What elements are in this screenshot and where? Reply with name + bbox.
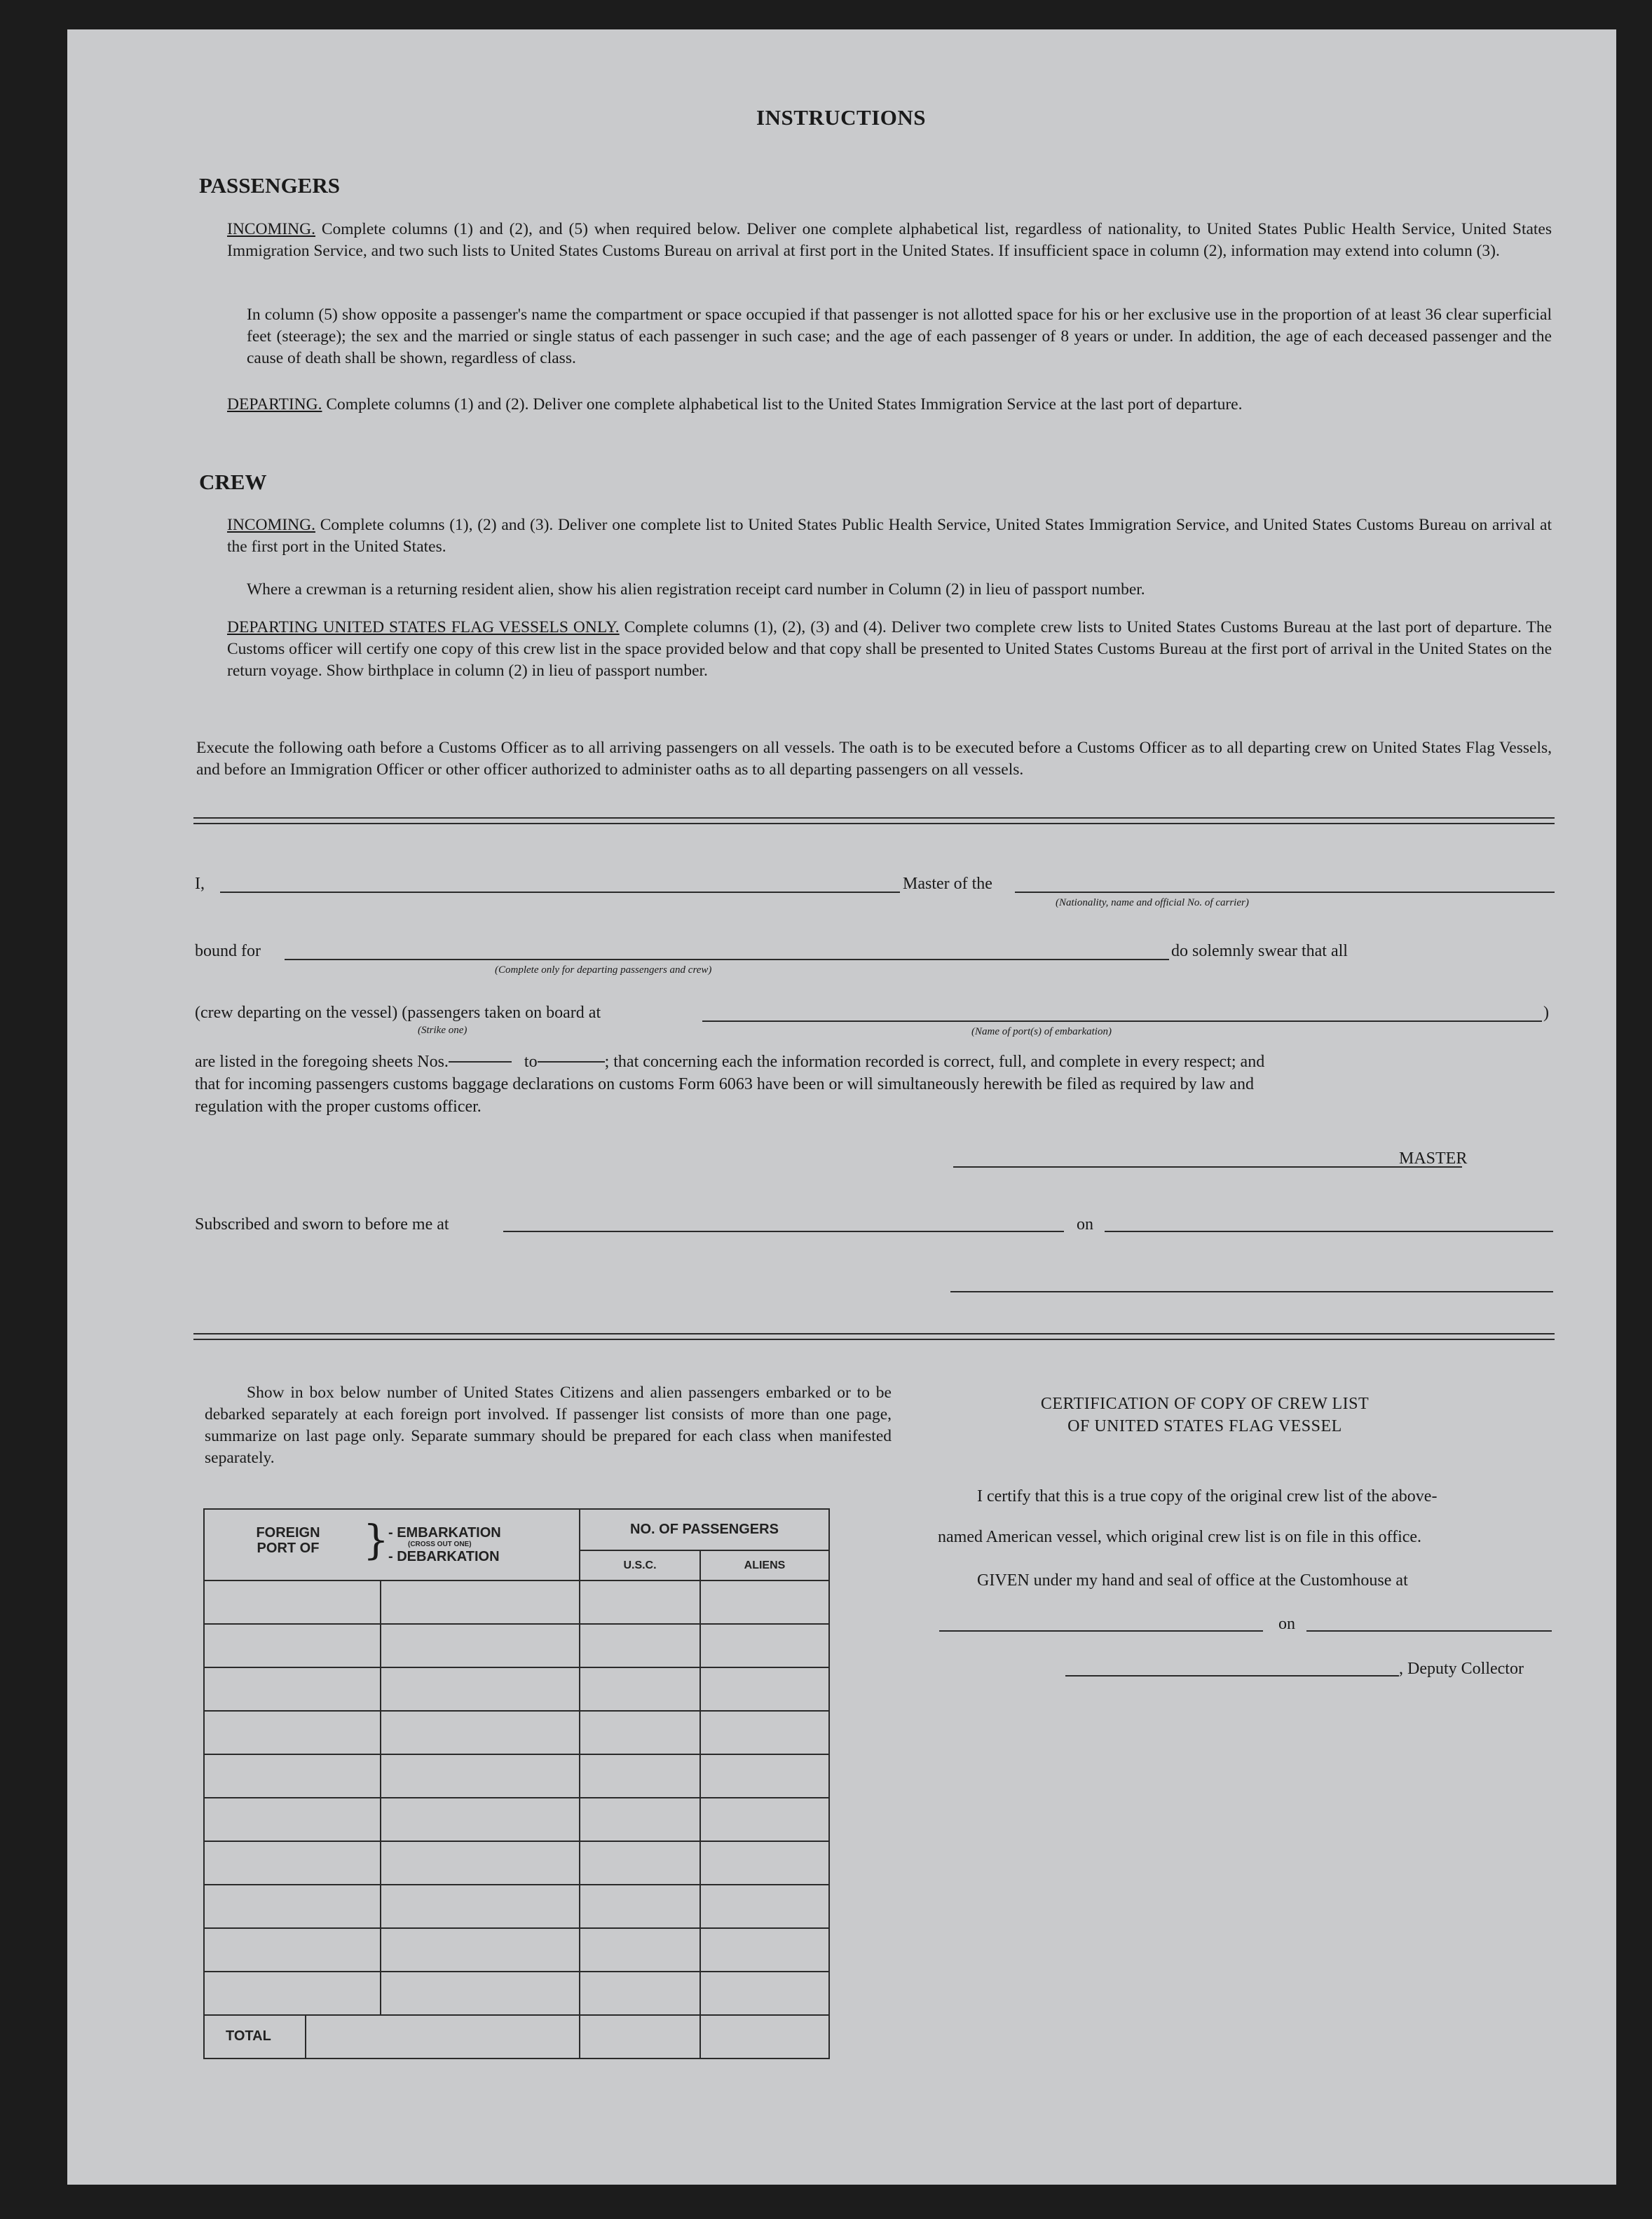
usc-header: U.S.C. — [580, 1550, 700, 1580]
bound-for-field[interactable] — [285, 959, 1169, 960]
inner-divider — [380, 1712, 381, 1754]
certification-date-field[interactable] — [1306, 1630, 1552, 1632]
summary-row — [204, 1885, 829, 1928]
summary-port-cell[interactable] — [204, 1580, 580, 1624]
form-sheet — [67, 29, 1616, 2185]
oath-intro-paragraph: Execute the following oath before a Customs Officer as to all arriving passengers on all vessels. The oath is to be executed before a Customs Officer as to all departing crew on United States Flag Vessels, and before an Immigration Officer or other officer authorized to administer oaths as to all departing passengers on all vessels. — [196, 739, 1552, 779]
strike-one-caption: (Strike one) — [418, 1025, 467, 1036]
crew-departing-text: Complete columns (1), (2), (3) and (4). Deliver two complete crew lists to United States Customs Bureau at the last port of departure. The Customs officer will certify one copy of this crew list in the space provided below and that copy shall be presented to United States Customs Bureau at the first port of arrival in the United States on the return voyage. Show birthplace in column (2) in lieu of passport number. — [227, 618, 1552, 680]
sheets-to-field[interactable] — [538, 1061, 605, 1063]
column5-paragraph: In column (5) show opposite a passenger's name the compartment or space occupied if that passenger is not allotted space for his or her exclusive use in the proportion of at least 36 clear superficial feet (steerage); the sex and the married or single status of each passenger in such case; and the age of each passenger of 8 years or under. In addition, the age of each deceased passenger and the cause of death shall be shown, regardless of class. — [247, 306, 1552, 367]
inner-divider — [380, 1668, 381, 1710]
summary-aliens-cell[interactable] — [700, 1885, 829, 1928]
passengers-departing-label: DEPARTING. — [227, 395, 322, 414]
summary-usc-cell[interactable] — [580, 1754, 700, 1798]
divider-double-top — [193, 817, 1555, 824]
summary-usc-cell[interactable] — [580, 1798, 700, 1841]
carrier-field[interactable] — [1015, 892, 1555, 893]
summary-aliens-cell[interactable] — [700, 1841, 829, 1885]
summary-port-cell[interactable] — [204, 1667, 580, 1711]
summary-usc-cell[interactable] — [580, 1711, 700, 1754]
subscribed-date-field[interactable] — [1105, 1231, 1553, 1232]
summary-row — [204, 1580, 829, 1624]
subscribed-label: Subscribed and sworn to before me at — [195, 1215, 449, 1234]
summary-row — [204, 1972, 829, 2015]
inner-divider — [380, 1755, 381, 1797]
crew-incoming-text: Complete columns (1), (2) and (3). Deliver one complete list to United States Public Health Service, United States Immigration Service, and United States Customs Bureau on arrival at the first port in the United States. — [227, 516, 1552, 556]
summary-port-cell[interactable] — [204, 1798, 580, 1841]
certification-heading-1: CERTIFICATION OF COPY OF CREW LIST — [1040, 1395, 1370, 1413]
officer-signature-field[interactable] — [950, 1291, 1553, 1292]
embarkation-ports-field[interactable] — [702, 1020, 1542, 1022]
aliens-header: ALIENS — [700, 1550, 829, 1580]
master-label: MASTER — [1399, 1149, 1468, 1168]
crew-heading: CREW — [199, 470, 267, 494]
embarkation-label: - EMBARKATION — [388, 1525, 501, 1541]
inner-divider — [380, 1798, 381, 1841]
passengers-departing-text: Complete columns (1) and (2). Deliver one complete alphabetical list to the United States Immigration Service at the last port of departure. — [326, 395, 1243, 414]
crew-incoming-paragraph — [227, 514, 1552, 558]
listed-line-3: regulation with the proper customs officer. — [195, 1098, 482, 1116]
close-paren: ) — [1543, 1004, 1549, 1022]
summary-row — [204, 1841, 829, 1885]
summary-usc-cell[interactable] — [580, 1885, 700, 1928]
listed-line-1 — [195, 1053, 1555, 1072]
deputy-collector-label: , Deputy Collector — [1399, 1660, 1524, 1678]
inner-divider — [380, 1972, 381, 2014]
passengers-incoming-paragraph — [227, 219, 1552, 262]
crew-departing-label: DEPARTING UNITED STATES FLAG VESSELS ONLY. — [227, 618, 620, 636]
inner-divider — [380, 1929, 381, 1971]
carrier-caption: (Nationality, name and official No. of carrier) — [1056, 897, 1249, 908]
summary-row — [204, 1798, 829, 1841]
customhouse-field[interactable] — [939, 1630, 1263, 1632]
summary-row — [204, 1928, 829, 1972]
no-of-passengers-header: NO. OF PASSENGERS — [580, 1509, 829, 1550]
summary-aliens-cell[interactable] — [700, 1928, 829, 1972]
passenger-summary-table — [203, 1508, 830, 2059]
sheets-nos-label: are listed in the foregoing sheets Nos. — [195, 1053, 449, 1071]
solemnly-swear-label: do solemnly swear that all — [1171, 942, 1348, 960]
summary-aliens-cell[interactable] — [700, 1972, 829, 2015]
oath-i-label: I, — [195, 875, 205, 893]
foreign-port-of-label: FOREIGN PORT OF — [256, 1525, 320, 1556]
listed-text-2: ; that concerning each the information recorded is correct, full, and complete in every respect; and — [604, 1053, 1265, 1071]
listed-line-2: that for incoming passengers customs baggage declarations on customs Form 6063 have been or will simultaneously herewith be filed as required by law and — [195, 1075, 1254, 1093]
summary-instructions: Show in box below number of United States Citizens and alien passengers embarked or to be debarked separately at each foreign port involved. If passenger list consists of more than one page, summarize on last page only. Separate summary should be prepared for each class when manifested separately. — [205, 1384, 892, 1467]
summary-port-cell[interactable] — [204, 1885, 580, 1928]
subscribed-place-field[interactable] — [503, 1231, 1064, 1232]
passengers-heading: PASSENGERS — [199, 173, 340, 198]
bound-for-caption: (Complete only for departing passengers and crew) — [495, 964, 712, 976]
certify-line-2: named American vessel, which original crew list is on file in this office. — [938, 1528, 1422, 1546]
sheets-from-field[interactable] — [449, 1061, 512, 1063]
total-aliens-cell[interactable] — [700, 2015, 829, 2058]
crew-departing-paragraph — [227, 617, 1552, 682]
summary-port-cell[interactable] — [204, 1841, 580, 1885]
crew-resident-paragraph: Where a crewman is a returning resident alien, show his alien registration receipt card number in Column (2) in lieu of passport number. — [247, 580, 1145, 599]
certify-line-1: I certify that this is a true copy of the original crew list of the above- — [977, 1487, 1438, 1505]
summary-aliens-cell[interactable] — [700, 1580, 829, 1624]
summary-port-cell[interactable] — [204, 1928, 580, 1972]
certification-on-label: on — [1278, 1615, 1295, 1633]
page-title: INSTRUCTIONS — [756, 105, 927, 130]
sheets-to-label: to — [524, 1053, 538, 1071]
master-signature-field[interactable] — [953, 1166, 1462, 1168]
given-line: GIVEN under my hand and seal of office at the Customhouse at — [977, 1571, 1408, 1590]
certification-heading-2: OF UNITED STATES FLAG VESSEL — [1067, 1417, 1342, 1435]
ports-caption: (Name of port(s) of embarkation) — [971, 1026, 1112, 1037]
inner-divider — [380, 1842, 381, 1884]
summary-usc-cell[interactable] — [580, 1580, 700, 1624]
summary-usc-cell[interactable] — [580, 1841, 700, 1885]
summary-row — [204, 1754, 829, 1798]
crew-departing-label-line: (crew departing on the vessel) (passengers taken on board at — [195, 1004, 601, 1022]
inner-divider — [380, 1885, 381, 1927]
total-usc-cell[interactable] — [580, 2015, 700, 2058]
summary-port-cell[interactable] — [204, 1754, 580, 1798]
passengers-departing-paragraph — [227, 394, 1552, 416]
summary-usc-cell[interactable] — [580, 1667, 700, 1711]
crew-incoming-label: INCOMING. — [227, 516, 315, 534]
total-label — [204, 2015, 580, 2058]
passengers-incoming-text: Complete columns (1) and (2), and (5) when required below. Deliver one complete alphabetical list, regardless of nationality, to United States Public Health Service, United States Immigration Service, and two such lists to United States Customs Bureau on arrival at first port in the United States. If insufficient space in column (2), information may extend into column (3). — [227, 220, 1552, 260]
inner-divider — [380, 1625, 381, 1667]
summary-usc-cell[interactable] — [580, 1972, 700, 2015]
brace-icon: } — [363, 1516, 389, 1564]
inner-divider — [380, 1581, 381, 1623]
bound-for-label: bound for — [195, 942, 261, 960]
summary-usc-cell[interactable] — [580, 1928, 700, 1972]
summary-port-cell[interactable] — [204, 1711, 580, 1754]
summary-aliens-cell[interactable] — [700, 1624, 829, 1667]
summary-port-cell[interactable] — [204, 1972, 580, 2015]
total-text: TOTAL — [226, 2028, 271, 2044]
divider-double-bottom — [193, 1333, 1555, 1340]
summary-usc-cell[interactable] — [580, 1624, 700, 1667]
summary-aliens-cell[interactable] — [700, 1667, 829, 1711]
subscribed-on-label: on — [1077, 1215, 1093, 1234]
summary-row — [204, 1711, 829, 1754]
master-name-field[interactable] — [220, 892, 900, 893]
master-of-the-label: Master of the — [903, 875, 992, 893]
summary-aliens-cell[interactable] — [700, 1711, 829, 1754]
cross-out-one-label: (CROSS OUT ONE) — [408, 1541, 472, 1548]
summary-aliens-cell[interactable] — [700, 1754, 829, 1798]
port-header-cell — [204, 1509, 580, 1580]
passengers-incoming-label: INCOMING. — [227, 220, 315, 238]
deputy-signature-field[interactable] — [1065, 1675, 1399, 1677]
summary-port-cell[interactable] — [204, 1624, 580, 1667]
summary-row — [204, 1624, 829, 1667]
debarkation-label: - DEBARKATION — [388, 1549, 500, 1564]
summary-aliens-cell[interactable] — [700, 1798, 829, 1841]
summary-row — [204, 1667, 829, 1711]
